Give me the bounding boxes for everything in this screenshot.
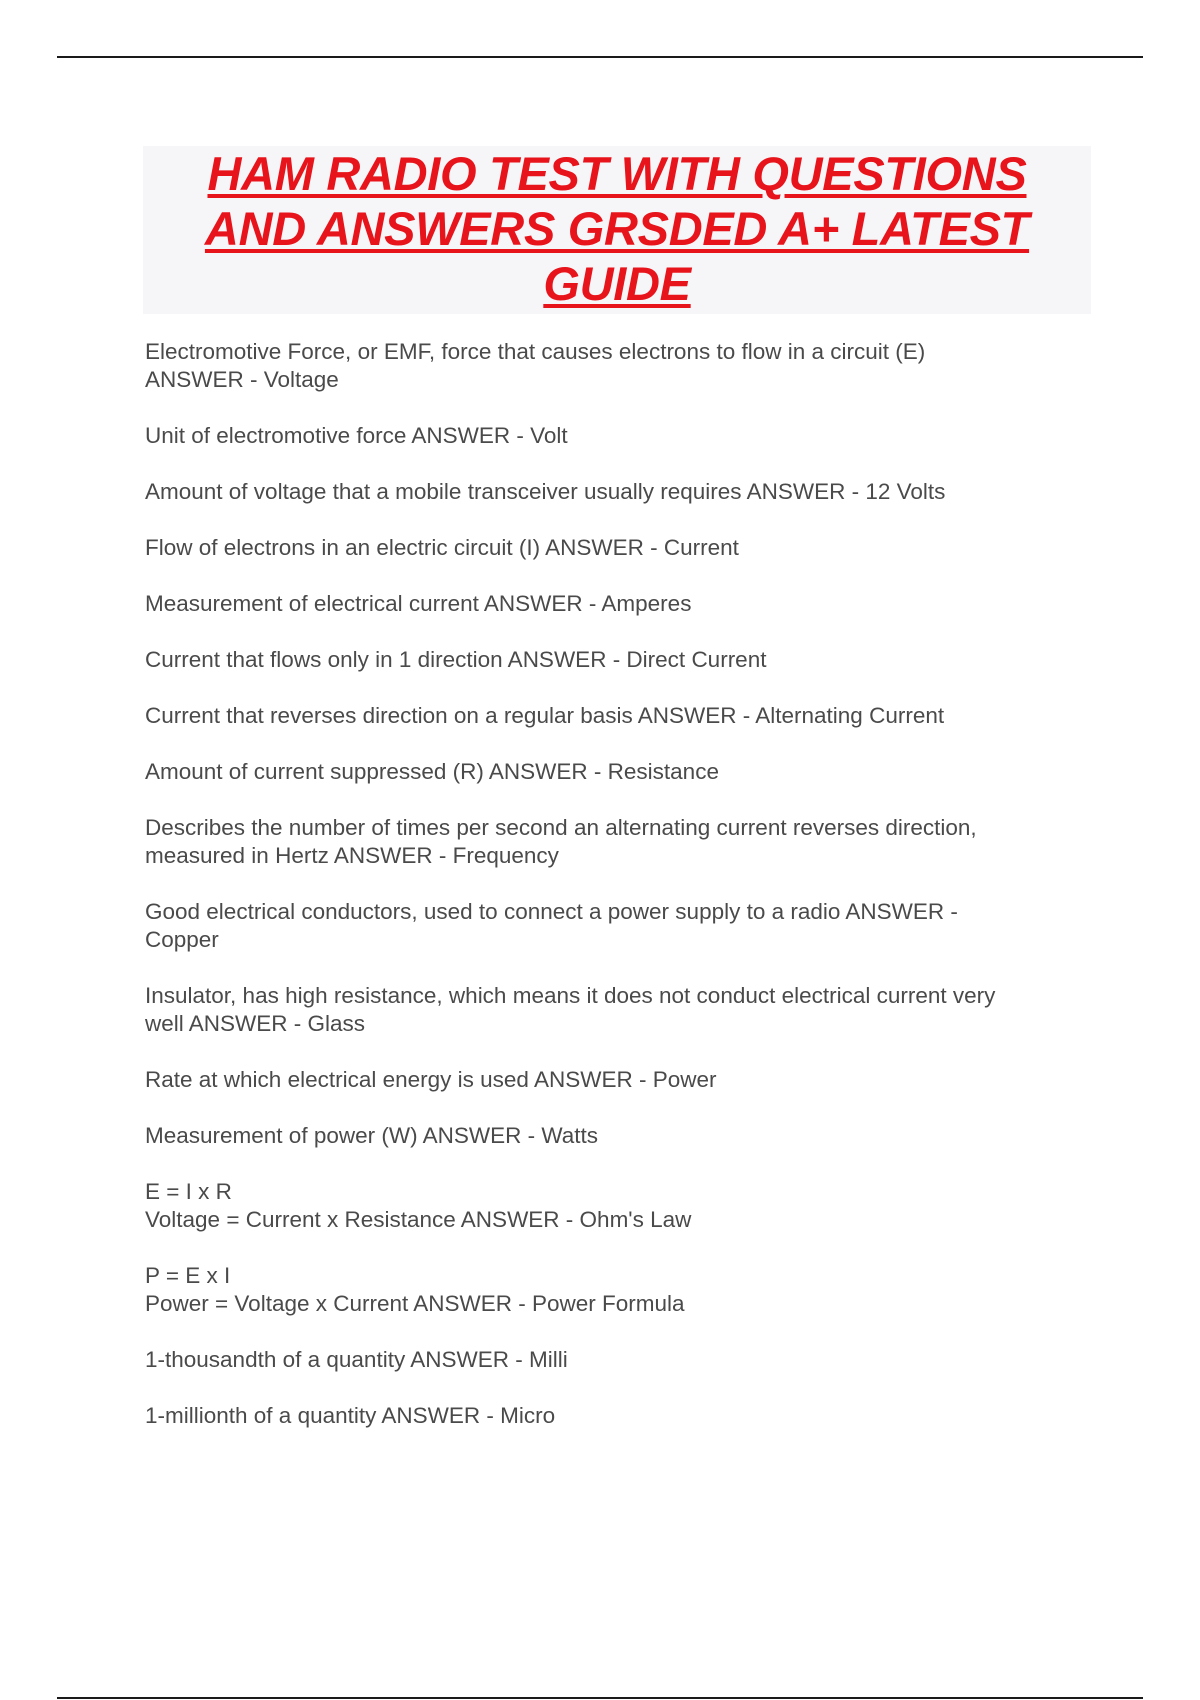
qa-item: Flow of electrons in an electric circuit (I) ANSWER - Current <box>145 535 739 560</box>
qa-item: Current that reverses direction on a regular basis ANSWER - Alternating Current <box>145 703 945 728</box>
qa-item: Describes the number of times per second an alternating current reverses direction, measured in Hertz ANSWER - Frequency <box>145 815 977 868</box>
qa-item: 1-millionth of a quantity ANSWER - Micro <box>145 1403 556 1428</box>
title-line-3-text: GUIDE <box>543 257 691 310</box>
qa-item: Unit of electromotive force ANSWER - Volt <box>145 423 568 448</box>
qa-item: Measurement of power (W) ANSWER - Watts <box>145 1123 599 1148</box>
qa-item: Amount of current suppressed (R) ANSWER - Resistance <box>145 759 719 784</box>
qa-item: Rate at which electrical energy is used ANSWER - Power <box>145 1067 717 1092</box>
qa-item: Electromotive Force, or EMF, force that causes electrons to flow in a circuit (E) ANSWER - Voltage <box>145 339 926 392</box>
qa-item: P = E x I Power = Voltage x Current ANSWER - Power Formula <box>145 1263 685 1316</box>
title-line-2 <box>143 201 1091 256</box>
qa-item: Amount of voltage that a mobile transceiver usually requires ANSWER - 12 Volts <box>145 479 946 504</box>
qa-item: 1-thousandth of a quantity ANSWER - Milli <box>145 1347 568 1372</box>
title-line-2-text: AND ANSWERS GRSDED A+ LATEST <box>204 202 1030 255</box>
title-line-1-text: HAM RADIO TEST WITH QUESTIONS <box>207 147 1027 200</box>
title-line-3 <box>143 256 1091 311</box>
qa-item: E = I x R Voltage = Current x Resistance ANSWER - Ohm's Law <box>145 1179 692 1232</box>
document-title <box>143 146 1091 314</box>
qa-item: Measurement of electrical current ANSWER - Amperes <box>145 591 692 616</box>
bottom-rule <box>57 1697 1143 1699</box>
qa-list <box>145 338 1085 1458</box>
title-line-1 <box>143 146 1091 201</box>
top-rule <box>57 56 1143 58</box>
qa-item: Good electrical conductors, used to connect a power supply to a radio ANSWER - Copper <box>145 899 958 952</box>
qa-item: Insulator, has high resistance, which means it does not conduct electrical current very well ANSWER - Glass <box>145 983 996 1036</box>
qa-item: Current that flows only in 1 direction ANSWER - Direct Current <box>145 647 767 672</box>
